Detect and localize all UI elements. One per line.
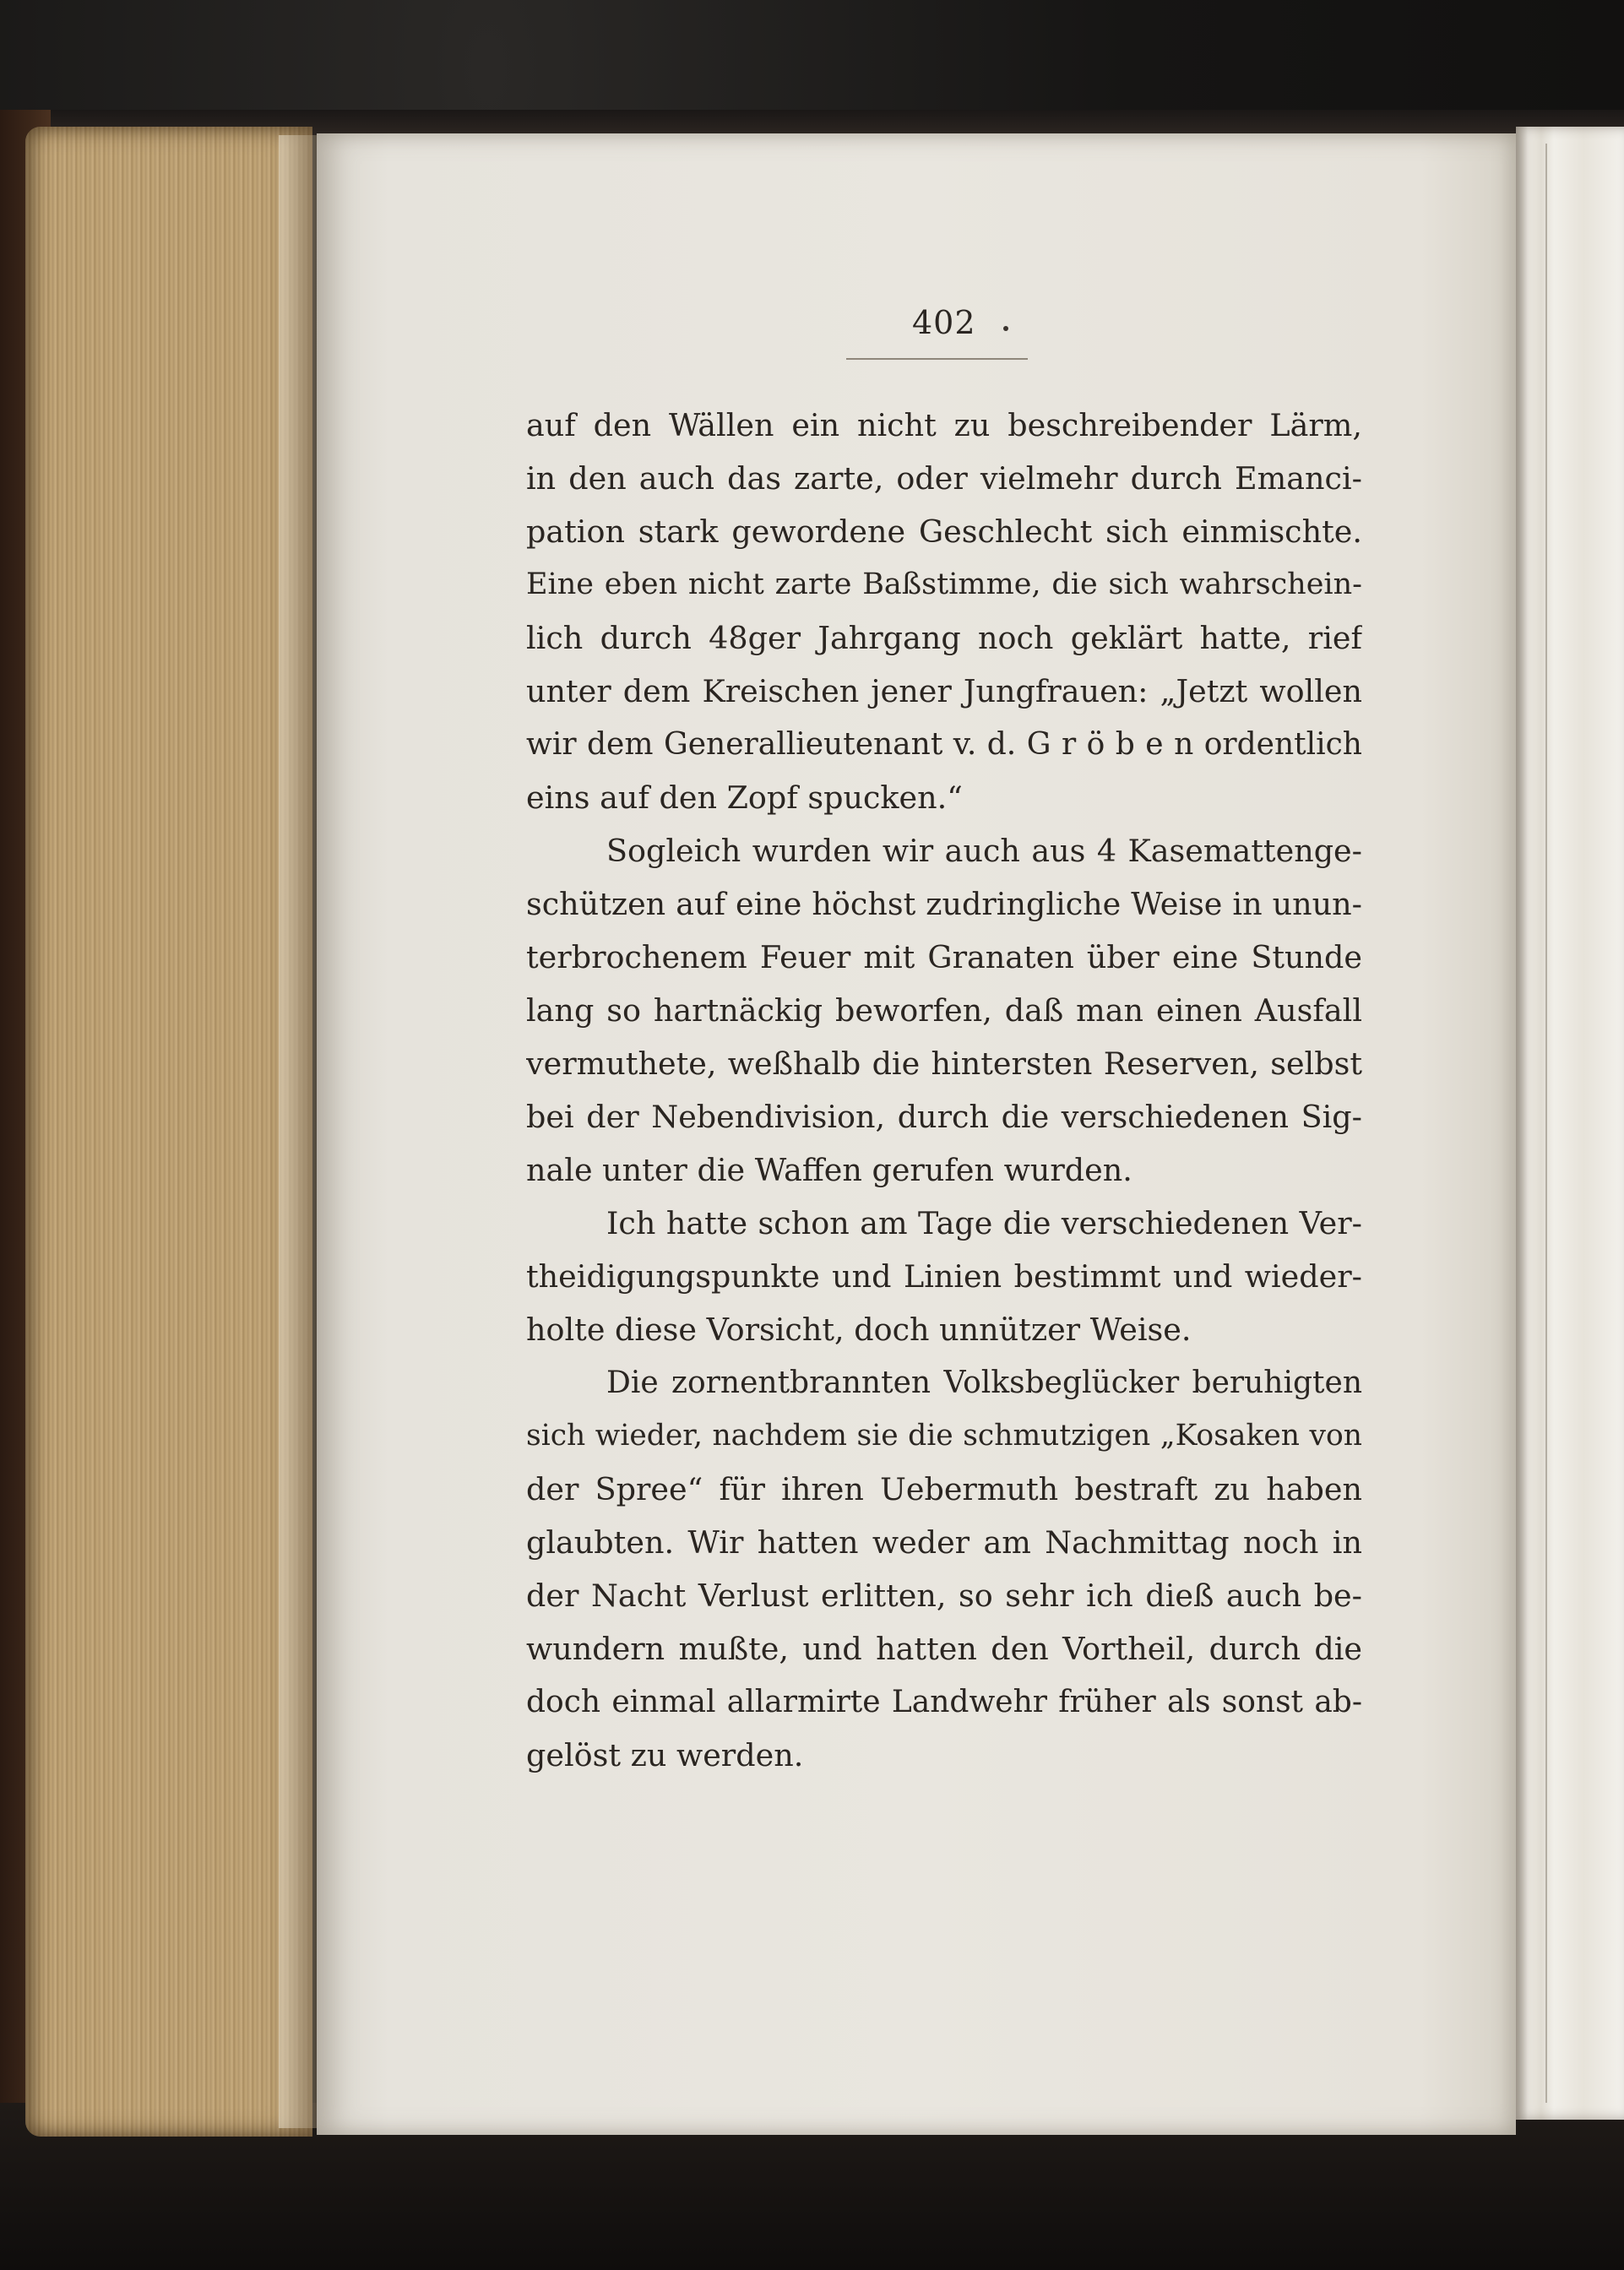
text-line: holte diese Vorsicht, doch unnützer Weise. [526,1311,1192,1348]
text-line: bei der Nebendivision, durch die verschiedenen Sig- [526,1099,1362,1135]
text-line: Die zornentbrannten Volksbeglücker beruhigten [606,1366,1362,1400]
text-line: sich wieder, nachdem sie die schmutzigen „Kosaken von [526,1419,1362,1453]
text-line: schützen auf eine höchst zudringliche Weise in unun- [526,886,1362,922]
text-line: nale unter die Waffen gerufen wurden. [526,1152,1132,1188]
text-line: der Nacht Verlust erlitten, so sehr ich dieß auch be- [526,1578,1362,1614]
text-line: in den auch das zarte, oder vielmehr durch Emanci- [526,460,1362,497]
page-stack-edges [25,127,312,2137]
page-gutter-shade [279,135,321,2128]
text-line: wundern mußte, und hatten den Vortheil, durch die [526,1631,1362,1667]
page-text-block [526,399,1362,1782]
text-line: pation stark gewordene Geschlecht sich einmischte. [526,513,1362,550]
facing-page-crease [1545,144,1547,2103]
page-number-mark [1003,326,1008,331]
header-rule [846,358,1028,360]
text-line: lich durch 48ger Jahrgang noch geklärt hatte, rief [526,620,1362,656]
text-line: wir dem Generallieutenant v. d. G r ö b e n ordentlich [526,727,1362,762]
text-line: Eine eben nicht zarte Baßstimme, die sich wahrschein- [526,568,1362,601]
text-line: theidigungspunkte und Linien bestimmt und wieder- [526,1258,1362,1295]
text-line: gelöst zu werden. [526,1737,804,1773]
text-line: eins auf den Zopf spucken.“ [526,779,963,816]
text-line: doch einmal allarmirte Landwehr früher als sonst ab- [526,1685,1362,1719]
text-line: glaubten. Wir hatten weder am Nachmittag noch in [526,1524,1362,1561]
page-number: 402 [912,304,976,341]
text-line: Ich hatte schon am Tage die verschiedenen Ver- [606,1205,1362,1241]
text-line: terbrochenem Feuer mit Granaten über eine Stunde [526,939,1362,975]
text-line: auf den Wällen ein nicht zu beschreibender Lärm, [526,407,1362,443]
text-line: unter dem Kreischen jener Jungfrauen: „Jetzt wollen [526,673,1362,709]
text-line: Sogleich wurden wir auch aus 4 Kasemattenge- [606,833,1362,869]
text-line: der Spree“ für ihren Uebermuth bestraft zu haben [526,1471,1362,1507]
text-line: vermuthete, weßhalb die hintersten Reserven, selbst [526,1045,1362,1082]
text-line: lang so hartnäckig beworfen, daß man einen Ausfall [526,992,1362,1029]
facing-page-edge [1516,127,1624,2120]
